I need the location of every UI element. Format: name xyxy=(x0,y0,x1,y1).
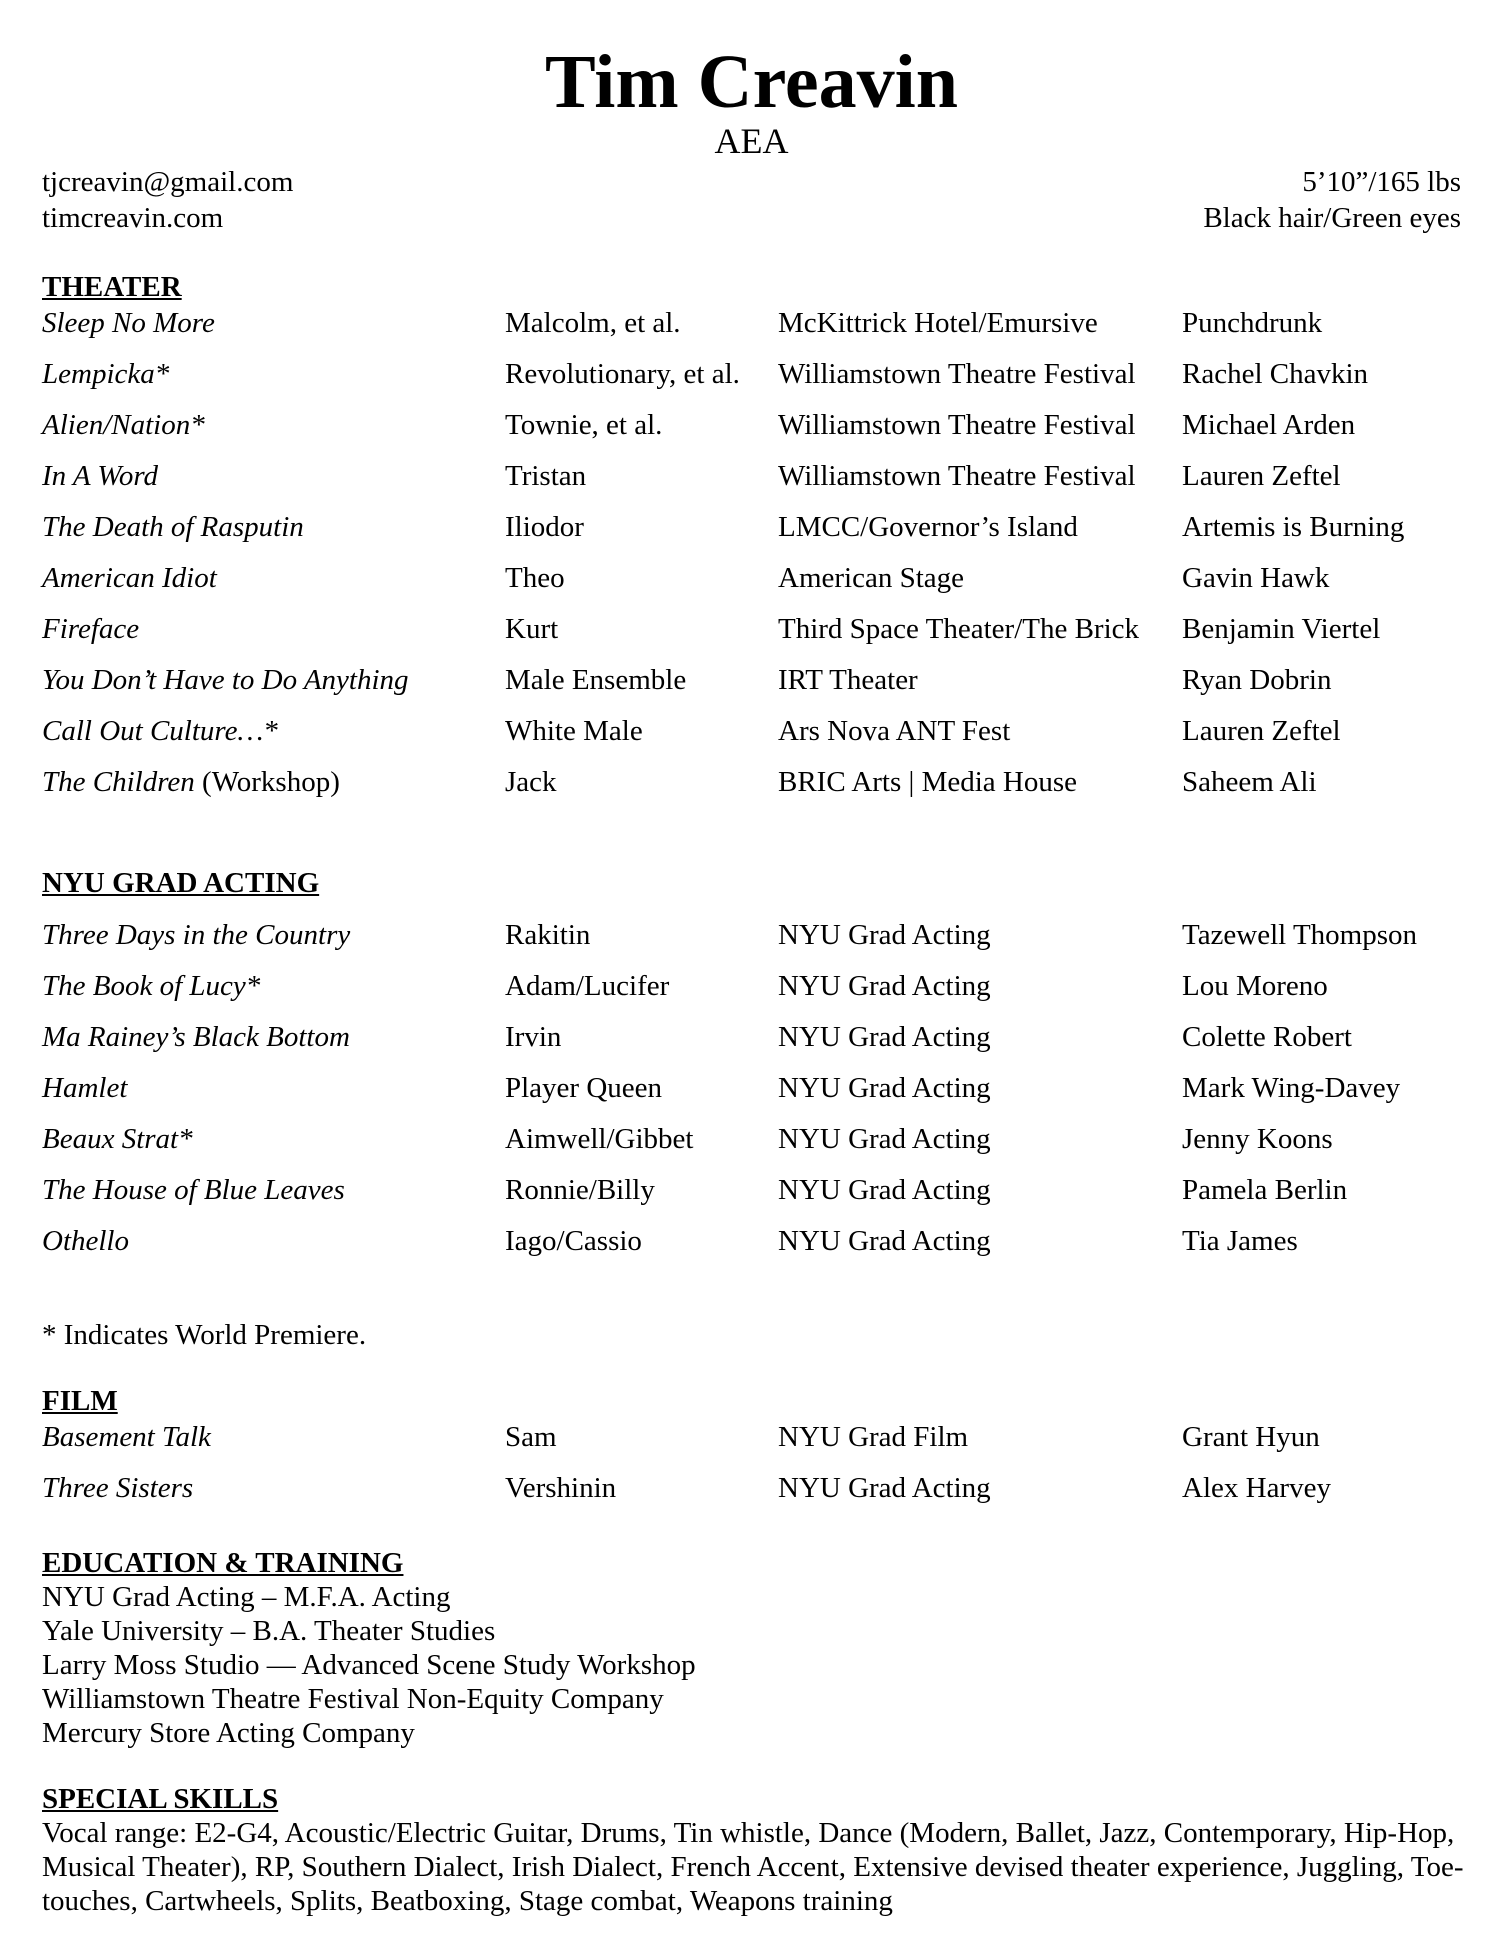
role: Adam/Lucifer xyxy=(505,970,670,1002)
director: Lou Moreno xyxy=(1182,970,1328,1002)
show-title: Three Days in the Country xyxy=(42,919,351,951)
venue: American Stage xyxy=(778,562,965,594)
contact-info xyxy=(42,164,293,236)
role: Revolutionary, et al. xyxy=(505,358,740,390)
film-title: Basement Talk xyxy=(42,1421,211,1453)
role: Rakitin xyxy=(505,919,591,951)
show-title: The Book of Lucy* xyxy=(42,970,261,1002)
venue: NYU Grad Acting xyxy=(778,1472,991,1504)
education-item: Larry Moss Studio — Advanced Scene Study Workshop xyxy=(42,1649,696,1681)
hair-eye-color: Black hair/Green eyes xyxy=(1203,202,1461,234)
role: Player Queen xyxy=(505,1072,663,1104)
credit-row xyxy=(42,408,1472,459)
credit-row xyxy=(42,714,1472,765)
height-weight: 5’10”/165 lbs xyxy=(1302,166,1461,198)
credit-row xyxy=(42,1173,1472,1224)
director: Colette Robert xyxy=(1182,1021,1352,1053)
venue: NYU Grad Acting xyxy=(778,1174,991,1206)
venue: BRIC Arts | Media House xyxy=(778,766,1078,798)
credit-row xyxy=(42,357,1472,408)
nyu-credits xyxy=(42,918,1472,1275)
show-title: American Idiot xyxy=(42,562,217,594)
role: Malcolm, et al. xyxy=(505,307,681,339)
venue: LMCC/Governor’s Island xyxy=(778,511,1078,543)
role: Sam xyxy=(505,1421,557,1453)
director: Alex Harvey xyxy=(1182,1472,1331,1504)
credit-row xyxy=(42,1071,1472,1122)
venue: Williamstown Theatre Festival xyxy=(778,358,1136,390)
director: Michael Arden xyxy=(1182,409,1356,441)
film-title: Three Sisters xyxy=(42,1472,194,1504)
director: Saheem Ali xyxy=(1182,766,1317,798)
show-title: Beaux Strat* xyxy=(42,1123,193,1155)
director: Mark Wing-Davey xyxy=(1182,1072,1401,1104)
director: Pamela Berlin xyxy=(1182,1174,1348,1206)
theater-credits xyxy=(42,306,1472,816)
show-title: Call Out Culture…* xyxy=(42,715,278,747)
show-title: Lempicka* xyxy=(42,358,170,390)
role: Kurt xyxy=(505,613,559,645)
actor-name: Tim Creavin xyxy=(544,40,959,124)
credit-row xyxy=(42,918,1472,969)
show-title: Othello xyxy=(42,1225,129,1257)
venue: Ars Nova ANT Fest xyxy=(778,715,1011,747)
show-title: Alien/Nation* xyxy=(42,409,205,441)
show-title-cell xyxy=(42,765,340,799)
role: Jack xyxy=(505,766,557,798)
physical-stats xyxy=(1203,164,1461,236)
education-item: NYU Grad Acting – M.F.A. Acting xyxy=(42,1581,451,1613)
special-skills-text: Vocal range: E2-G4, Acoustic/Electric Guitar, Drums, Tin whistle, Dance (Modern, Ballet, Jazz, Contemporary, Hip-Hop, Musical Theater), RP, Southern Dialect, Irish Dialect, French Accent, Extensive devised theater experience, Juggling, Toe-touches, Cartwheels, Splits, Beatboxing, Stage combat, Weapons training xyxy=(42,1817,1464,1917)
director: Ryan Dobrin xyxy=(1182,664,1332,696)
credit-row xyxy=(42,510,1472,561)
credit-row xyxy=(42,1224,1472,1275)
venue: NYU Grad Acting xyxy=(778,970,991,1002)
film-credits xyxy=(42,1420,1472,1522)
show-title: The Children xyxy=(42,766,195,798)
role: Tristan xyxy=(505,460,587,492)
director: Jenny Koons xyxy=(1182,1123,1333,1155)
role: Iliodor xyxy=(505,511,584,543)
role: Theo xyxy=(505,562,565,594)
show-title: Ma Rainey’s Black Bottom xyxy=(42,1021,350,1053)
credit-row xyxy=(42,561,1472,612)
film-heading: FILM xyxy=(42,1385,118,1417)
venue: IRT Theater xyxy=(778,664,918,696)
role: White Male xyxy=(505,715,643,747)
credit-row xyxy=(42,459,1472,510)
credit-row xyxy=(42,765,1472,816)
venue: Williamstown Theatre Festival xyxy=(778,460,1136,492)
director: Lauren Zeftel xyxy=(1182,460,1341,492)
education-item: Yale University – B.A. Theater Studies xyxy=(42,1615,496,1647)
director: Lauren Zeftel xyxy=(1182,715,1341,747)
theater-heading: THEATER xyxy=(42,271,182,303)
credit-row xyxy=(42,306,1472,357)
show-title: The House of Blue Leaves xyxy=(42,1174,345,1206)
education-item: Williamstown Theatre Festival Non-Equity Company xyxy=(42,1683,664,1715)
director: Benjamin Viertel xyxy=(1182,613,1381,645)
director: Artemis is Burning xyxy=(1182,511,1405,543)
education-list xyxy=(42,1580,696,1750)
role: Aimwell/Gibbet xyxy=(505,1123,694,1155)
director: Tia James xyxy=(1182,1225,1298,1257)
venue: Third Space Theater/The Brick xyxy=(778,613,1140,645)
credit-row xyxy=(42,1020,1472,1071)
show-title: Fireface xyxy=(42,613,140,645)
director: Gavin Hawk xyxy=(1182,562,1330,594)
credit-row xyxy=(42,969,1472,1020)
venue: McKittrick Hotel/Emursive xyxy=(778,307,1098,339)
credit-row xyxy=(42,1420,1472,1471)
show-title: In A Word xyxy=(42,460,159,492)
credit-row xyxy=(42,1122,1472,1173)
union-affiliation: AEA xyxy=(714,121,789,161)
role: Iago/Cassio xyxy=(505,1225,642,1257)
education-heading: EDUCATION & TRAINING xyxy=(42,1547,404,1579)
show-title: Sleep No More xyxy=(42,307,215,339)
world-premiere-note: * Indicates World Premiere. xyxy=(42,1319,367,1351)
nyu-grad-acting-heading: NYU GRAD ACTING xyxy=(42,867,320,899)
website-address: timcreavin.com xyxy=(42,202,224,234)
venue: NYU Grad Acting xyxy=(778,1123,991,1155)
venue: NYU Grad Acting xyxy=(778,1021,991,1053)
venue: NYU Grad Acting xyxy=(778,1225,991,1257)
credit-row xyxy=(42,663,1472,714)
role: Townie, et al. xyxy=(505,409,663,441)
venue: NYU Grad Acting xyxy=(778,919,991,951)
role: Vershinin xyxy=(505,1472,617,1504)
role: Ronnie/Billy xyxy=(505,1174,655,1206)
show-title: Hamlet xyxy=(42,1072,128,1104)
show-title-note: (Workshop) xyxy=(194,766,340,798)
director: Rachel Chavkin xyxy=(1182,358,1369,390)
show-title: The Death of Rasputin xyxy=(42,511,304,543)
venue: Williamstown Theatre Festival xyxy=(778,409,1136,441)
role: Irvin xyxy=(505,1021,562,1053)
education-item: Mercury Store Acting Company xyxy=(42,1717,415,1749)
show-title: You Don’t Have to Do Anything xyxy=(42,664,409,696)
special-skills-heading: SPECIAL SKILLS xyxy=(42,1783,279,1815)
venue: NYU Grad Film xyxy=(778,1421,969,1453)
director: Tazewell Thompson xyxy=(1182,919,1418,951)
credit-row xyxy=(42,1471,1472,1522)
director: Punchdrunk xyxy=(1182,307,1323,339)
director: Grant Hyun xyxy=(1182,1421,1320,1453)
venue: NYU Grad Acting xyxy=(778,1072,991,1104)
role: Male Ensemble xyxy=(505,664,687,696)
email-address: tjcreavin@gmail.com xyxy=(42,166,294,198)
credit-row xyxy=(42,612,1472,663)
